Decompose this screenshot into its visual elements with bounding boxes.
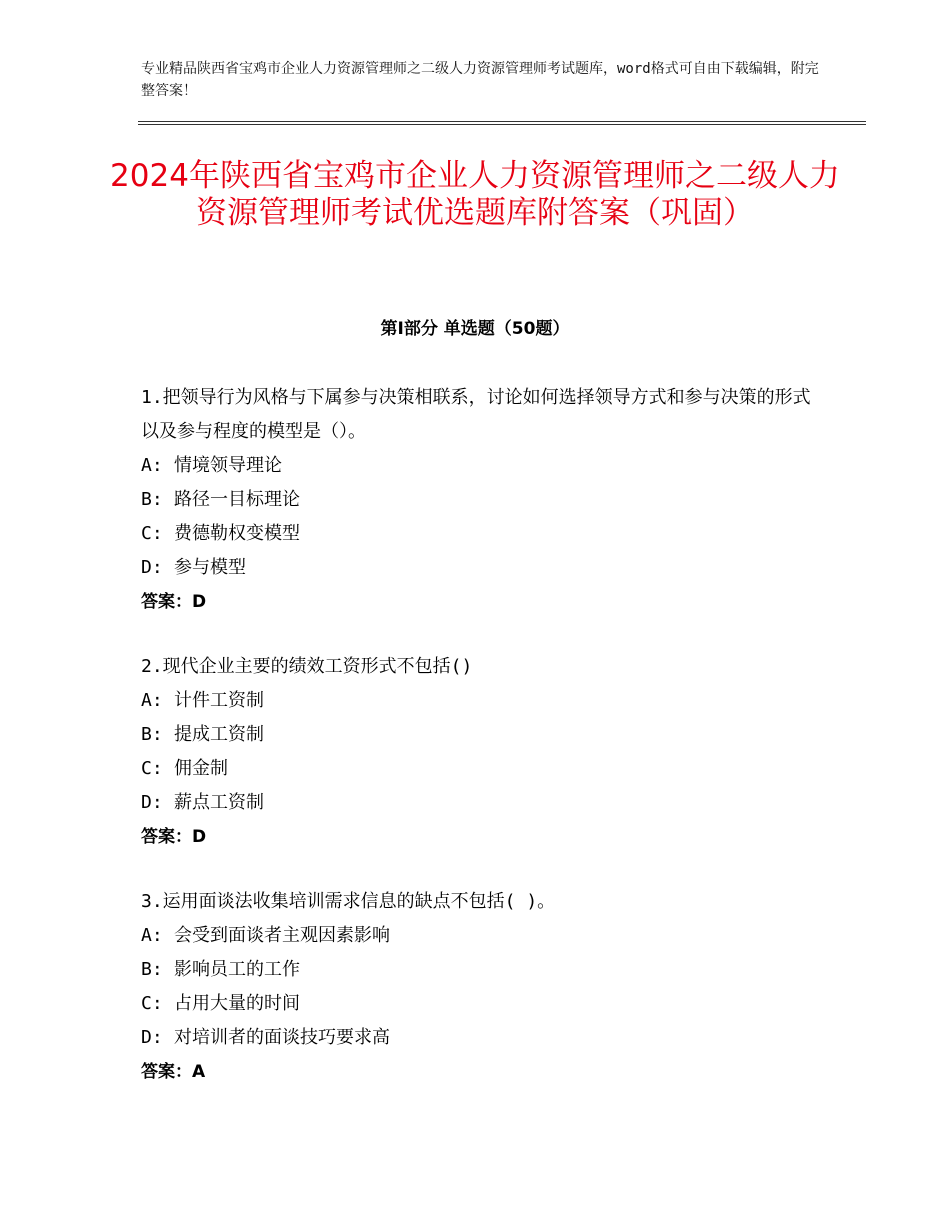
question-stem: 3.运用面谈法收集培训需求信息的缺点不包括( )。 [141, 891, 556, 912]
option-c [141, 517, 821, 551]
option-text: 会受到面谈者主观因素影响 [174, 925, 390, 946]
option-c [141, 987, 821, 1021]
question-stem: 2.现代企业主要的绩效工资形式不包括() [141, 656, 473, 677]
option-letter: D: [141, 557, 163, 578]
option-letter: C: [141, 993, 163, 1014]
question-stem: 1.把领导行为风格与下属参与决策相联系，讨论如何选择领导方式和参与决策的形式以及参与程度的模型是（）。 [141, 387, 811, 442]
option-letter: C: [141, 758, 163, 779]
option-letter: A: [141, 455, 163, 476]
section-title: 第Ⅰ部分 单选题（50题） [380, 319, 570, 339]
option-text: 薪点工资制 [174, 792, 264, 813]
option-d [141, 551, 821, 585]
option-letter: D: [141, 792, 163, 813]
option-text: 对培训者的面谈技巧要求高 [174, 1027, 390, 1048]
option-text: 影响员工的工作 [174, 959, 300, 980]
header-divider [138, 121, 866, 125]
option-text: 提成工资制 [174, 724, 264, 745]
option-text: 路径一目标理论 [174, 489, 300, 510]
option-letter: B: [141, 489, 163, 510]
option-c [141, 752, 821, 786]
question-2 [141, 650, 821, 854]
option-letter: B: [141, 724, 163, 745]
option-letter: D: [141, 1027, 163, 1048]
header-note: 专业精品陕西省宝鸡市企业人力资源管理师之二级人力资源管理师考试题库，word格式可自由下载编辑，附完整答案！ [141, 61, 819, 99]
option-text: 情境领导理论 [174, 455, 282, 476]
option-a [141, 449, 821, 483]
option-a [141, 919, 821, 953]
option-letter: A: [141, 925, 163, 946]
option-d [141, 1021, 821, 1055]
answer: 答案：D [141, 827, 207, 847]
option-d [141, 786, 821, 820]
option-text: 计件工资制 [174, 690, 264, 711]
answer: 答案：D [141, 592, 207, 612]
option-b [141, 953, 821, 987]
answer: 答案：A [141, 1062, 206, 1082]
option-letter: B: [141, 959, 163, 980]
option-text: 费德勒权变模型 [174, 523, 300, 544]
question-list [141, 381, 821, 1120]
question-3 [141, 885, 821, 1089]
option-b [141, 483, 821, 517]
option-letter: A: [141, 690, 163, 711]
option-text: 参与模型 [174, 557, 246, 578]
document-title: 2024年陕西省宝鸡市企业人力资源管理师之二级人力资源管理师考试优选题库附答案（巩固） [110, 158, 840, 231]
question-1 [141, 381, 821, 619]
option-text: 佣金制 [174, 758, 228, 779]
option-text: 占用大量的时间 [174, 993, 300, 1014]
option-b [141, 718, 821, 752]
option-letter: C: [141, 523, 163, 544]
option-a [141, 684, 821, 718]
